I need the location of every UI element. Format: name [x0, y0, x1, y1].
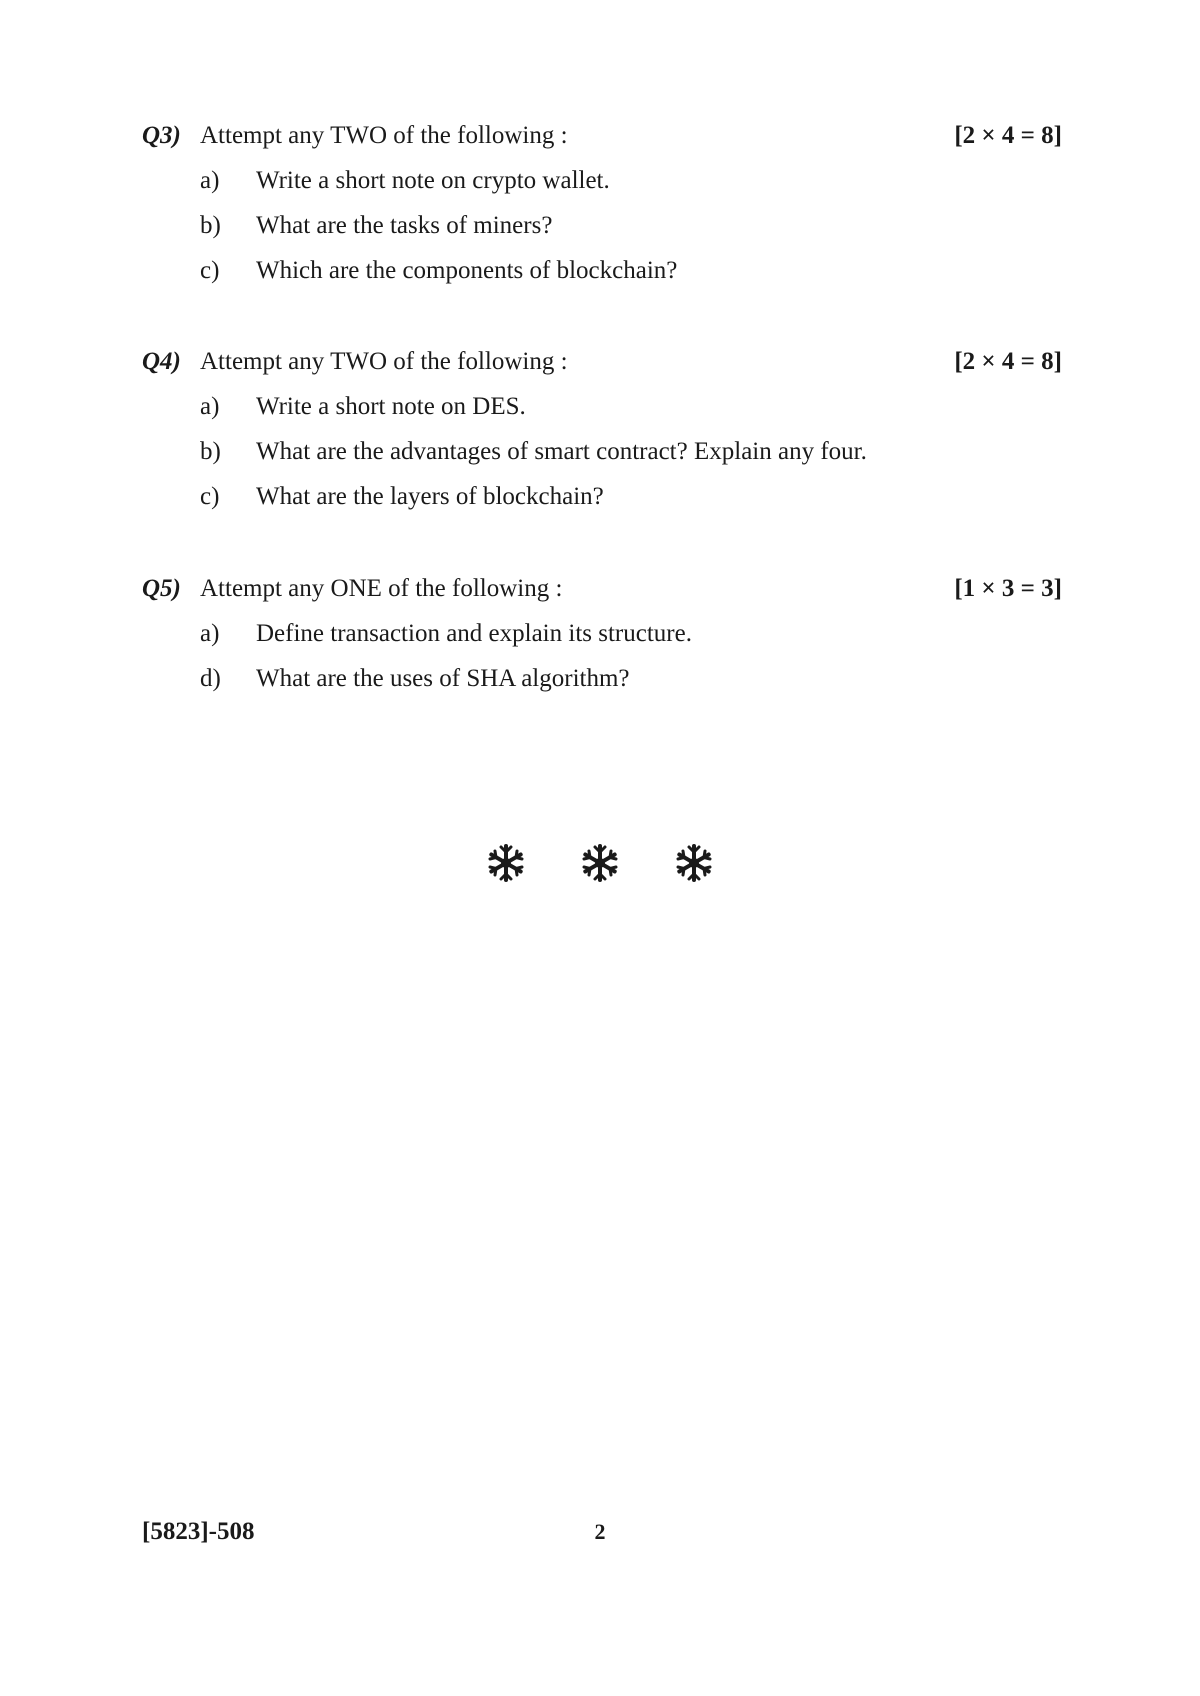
item-label: a): [200, 393, 220, 420]
question-4: [142, 339, 1062, 519]
item-text: Which are the components of blockchain?: [256, 257, 678, 284]
question-item: [142, 248, 1062, 293]
item-text: What are the layers of blockchain?: [256, 483, 604, 510]
question-number: Q4): [142, 348, 181, 375]
item-text: What are the tasks of miners?: [256, 212, 553, 239]
item-text: Write a short note on DES.: [256, 393, 526, 420]
question-item: [142, 611, 1062, 656]
item-label: a): [200, 167, 220, 194]
question-3: [142, 113, 1062, 293]
question-5: [142, 566, 1062, 701]
question-instruction: Attempt any TWO of the following :: [200, 122, 568, 149]
question-instruction: Attempt any ONE of the following :: [200, 575, 563, 602]
question-item: [142, 203, 1062, 248]
item-text: Write a short note on crypto wallet.: [256, 167, 610, 194]
question-instruction: Attempt any TWO of the following :: [200, 348, 568, 375]
question-item: [142, 158, 1062, 203]
snowflake-icon: [580, 843, 620, 883]
item-text: What are the advantages of smart contract? Explain any four.: [256, 438, 867, 465]
question-number: Q3): [142, 122, 181, 149]
question-item: [142, 429, 1062, 474]
item-label: a): [200, 620, 220, 647]
question-number: Q5): [142, 575, 181, 602]
question-marks: [1 × 3 = 3]: [954, 575, 1062, 602]
page-number: 2: [594, 1519, 606, 1544]
item-label: c): [200, 257, 220, 284]
item-text: What are the uses of SHA algorithm?: [256, 665, 630, 692]
item-label: d): [200, 665, 221, 692]
question-item: [142, 474, 1062, 519]
question-header: [142, 566, 1062, 611]
question-item: [142, 656, 1062, 701]
paper-code: [5823]-508: [142, 1518, 255, 1545]
item-label: b): [200, 438, 221, 465]
question-header: [142, 113, 1062, 158]
item-label: b): [200, 212, 221, 239]
snowflake-icon: [486, 843, 526, 883]
question-marks: [2 × 4 = 8]: [954, 348, 1062, 375]
question-header: [142, 339, 1062, 384]
snowflake-icon: [674, 843, 714, 883]
item-text: Define transaction and explain its structure.: [256, 620, 692, 647]
question-marks: [2 × 4 = 8]: [954, 122, 1062, 149]
question-item: [142, 384, 1062, 429]
end-of-paper-marks: [0, 843, 1200, 887]
item-label: c): [200, 483, 220, 510]
